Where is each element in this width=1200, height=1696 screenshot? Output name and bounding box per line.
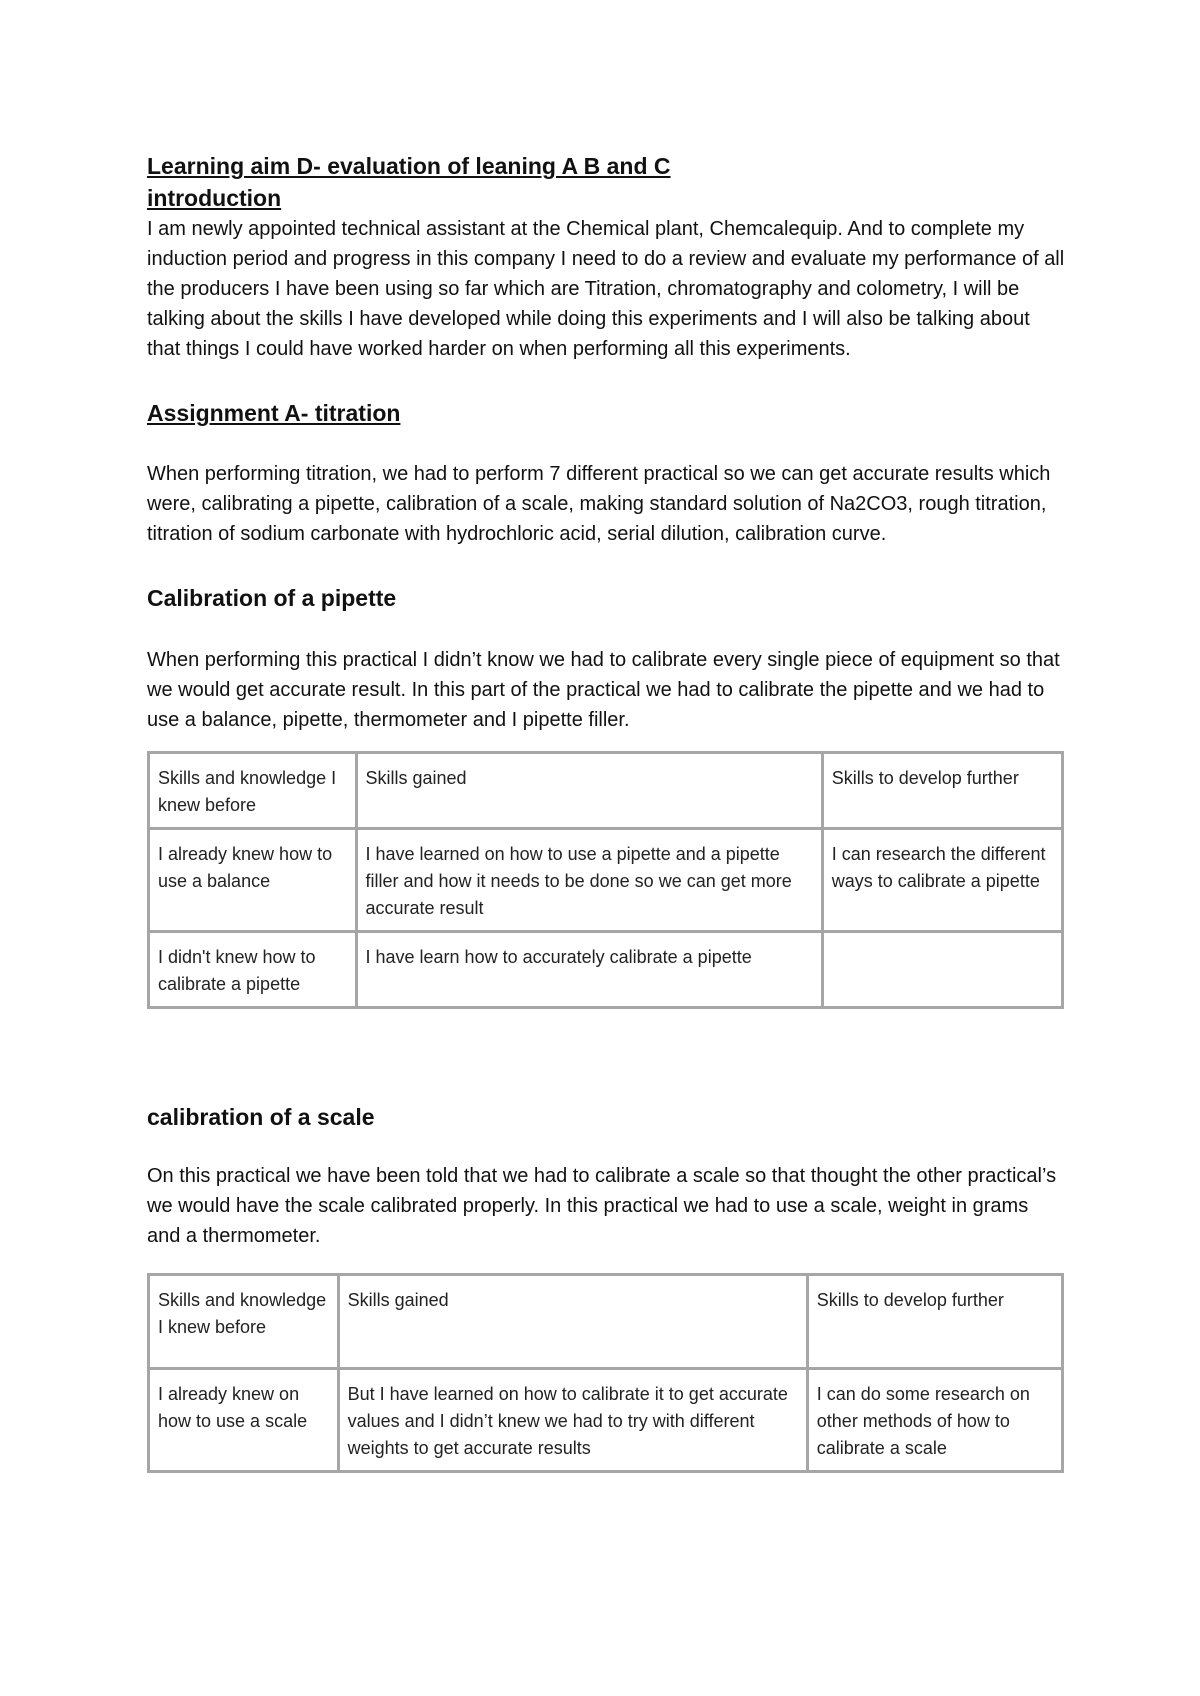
pipette-paragraph: When performing this practical I didn’t know we had to calibrate every single piece of equipment so that we would get accurate result. In this part of the practical we had to calibrate the pipette and we had to use a balance, pipette, thermometer and I pipette filler. xyxy=(147,649,1060,731)
assignment-paragraph: When performing titration, we had to perform 7 different practical so we can get accurate results which were, calibrating a pipette, calibration of a scale, making standard solution of Na2CO3, rough titration, titration of sodium carbonate with hydrochloric acid, serial dilution, calibration curve. xyxy=(147,463,1051,545)
table-row xyxy=(149,1369,1063,1472)
table-cell: I can do some research on other methods of how to calibrate a scale xyxy=(807,1369,1062,1472)
pipette-skills-table xyxy=(147,751,1064,1009)
table-cell: But I have learned on how to calibrate it to get accurate values and I didn’t knew we had to try with different weights to get accurate results xyxy=(338,1369,807,1472)
table-cell: I have learned on how to use a pipette and a pipette filler and how it needs to be done so we can get more accurate result xyxy=(356,829,822,932)
table-header-cell: Skills and knowledge I knew before xyxy=(149,1275,339,1369)
table-header-cell: Skills and knowledge I knew before xyxy=(149,753,357,829)
scale-skills-table xyxy=(147,1273,1064,1473)
intro-paragraph: I am newly appointed technical assistant at the Chemical plant, Chemcalequip. And to complete my induction period and progress in this company I need to do a review and evaluate my performance of all the producers I have been using so far which are Titration, chromatography and colometry, I will be talking about the skills I have developed while doing this experiments and I will also be talking about that things I could have worked harder on when performing all this experiments. xyxy=(147,218,1065,360)
table-row xyxy=(149,932,1063,1008)
table-header-cell: Skills to develop further xyxy=(822,753,1062,829)
table-cell: I have learn how to accurately calibrate a pipette xyxy=(356,932,822,1008)
table-cell xyxy=(822,932,1062,1008)
table-header-cell: Skills gained xyxy=(356,753,822,829)
table-row xyxy=(149,829,1063,932)
intro-heading: introduction xyxy=(147,185,282,211)
table-header-row xyxy=(149,753,1063,829)
table-header-cell: Skills gained xyxy=(338,1275,807,1369)
document-content xyxy=(147,150,1067,1473)
scale-paragraph: On this practical we have been told that we had to calibrate a scale so that thought the other practical’s we would have the scale calibrated properly. In this practical we had to use a scale, weight in grams and a thermometer. xyxy=(147,1165,1057,1247)
table-header-cell: Skills to develop further xyxy=(807,1275,1062,1369)
table-cell: I already knew how to use a balance xyxy=(149,829,357,932)
assignment-heading: Assignment A- titration xyxy=(147,400,401,426)
table-cell: I can research the different ways to calibrate a pipette xyxy=(822,829,1062,932)
pipette-heading: Calibration of a pipette xyxy=(147,585,397,611)
table-cell: I already knew on how to use a scale xyxy=(149,1369,339,1472)
document-title: Learning aim D- evaluation of leaning A B and C xyxy=(147,153,671,179)
table-cell: I didn't knew how to calibrate a pipette xyxy=(149,932,357,1008)
scale-heading: calibration of a scale xyxy=(147,1104,375,1130)
table-header-row xyxy=(149,1275,1063,1369)
